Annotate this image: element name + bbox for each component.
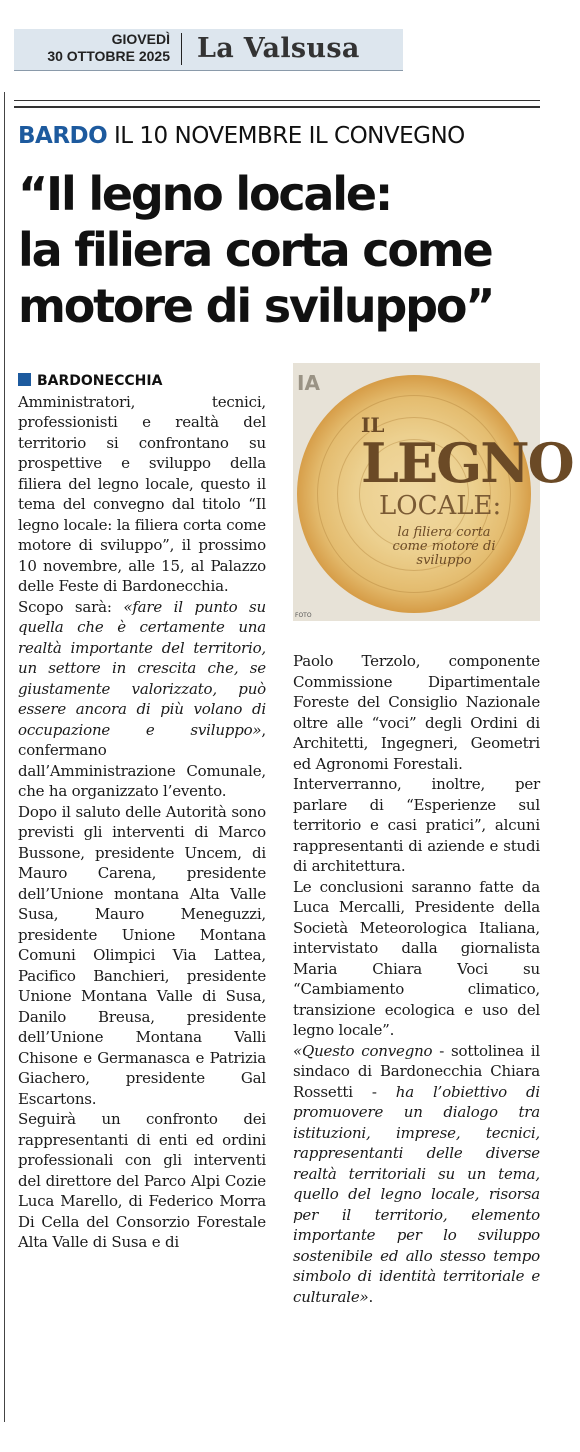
- kicker-text: IL 10 NOVEMBRE IL CONVEGNO: [107, 123, 465, 149]
- section-marker-icon: [18, 373, 31, 386]
- masthead: [14, 29, 403, 71]
- masthead-separator: [181, 33, 182, 65]
- photo-background-text: IA: [297, 371, 320, 395]
- header-rule-thin: [14, 100, 540, 101]
- article-column-2: [293, 651, 540, 1307]
- headline-line-2: la filiera corta come: [18, 223, 492, 277]
- article-column-1: [18, 370, 266, 1253]
- paragraph-4: Seguirà un confronto dei rappresentanti di enti ed ordini professionali con gli interventi del direttore del Parco Alpi Cozie Luca Marello, di Federico Morra Di Cella del Consorzio Forestale Alta Valle di Susa e di: [18, 1110, 266, 1251]
- article-photo: [293, 363, 573, 621]
- header-rule-thick: [14, 106, 540, 108]
- paragraph-2: Scopo sarà: «fare il punto su quella che è certamente una realtà importante del territorio, un settore in crescita che, se giustamente valorizzato, può essere ancora di più volano di occupazione e sviluppo», confermano dall’Amministrazione Comunale, che ha organizzato l’evento.: [18, 597, 266, 800]
- photo-title-locale: LOCALE:: [379, 491, 502, 521]
- paragraph-3: Dopo il saluto delle Autorità sono previsti gli interventi di Marco Bussone, presidente Uncem, di Mauro Carena, presidente dell’Unione montana Alta Valle Susa, Mauro Meneguzzi, presidente Unione Montana Comuni Olimpici Via Lattea, Pacifico Banchieri, presidente Unione Montana Valle di Susa, Danilo Breusa, presidente dell’Unione Montana Valli Chisone e Germanasca e Patrizia Giachero, presidente Gal Escartons.: [18, 802, 266, 1108]
- photo-title-legno: LEGNO: [361, 431, 573, 495]
- article-headline: [18, 166, 548, 334]
- photo-credit: FOTO: [295, 612, 312, 619]
- headline-line-1: “Il legno locale:: [18, 167, 392, 221]
- kicker-place: BARDO: [18, 123, 108, 149]
- paragraph-1-text: Amministratori, tecnici, professionisti e realtà del territorio si confrontano su prospettive e sviluppo della filiera del legno locale, questo il tema del convegno dal titolo “Il legno locale: la filiera corta come motore di sviluppo”, il prossimo 10 novembre, alle 15, al Palazzo delle Feste di Bardonecchia.: [18, 392, 266, 595]
- issue-date-value: 30 OTTOBRE 2025: [47, 48, 170, 64]
- headline-line-3: motore di sviluppo”: [18, 279, 494, 333]
- paragraph-lead: [18, 370, 266, 597]
- photo-title-il: IL: [361, 413, 385, 437]
- newspaper-logo: La Valsusa: [197, 33, 360, 64]
- paragraph-7: Le conclusioni saranno fatte da Luca Mercalli, Presidente della Società Meteorologica Italiana, intervistato dalla giornalista Maria Chiara Voci su “Cambiamento climatico, transizione ecologica e uso del legno locale”.: [293, 877, 540, 1039]
- paragraph-8: «Questo convegno - sottolinea il sindaco di Bardonecchia Chiara Rossetti - ha l’obiettivo di promuovere un dialogo tra istituzioni, imprese, tecnici, rappresentanti delle diverse realtà territoriali su un tema, quello del legno locale, risorsa per il territorio, elemento importante per lo sviluppo sostenibile ed allo stesso tempo simbolo di identità territoriale e culturale».: [293, 1041, 541, 1306]
- lead-place: BARDONECCHIA: [37, 373, 163, 389]
- paragraph-6: Interverranno, inoltre, per parlare di “Esperienze sul territorio e casi pratici”, alcuni rappresentanti di aziende e studi di architettura.: [293, 775, 540, 875]
- quote-mayor-start: «Questo convegno: [293, 1041, 433, 1060]
- photo-subtitle: la filiera corta come motore di sviluppo: [392, 525, 496, 568]
- issue-day: GIOVEDÌ: [111, 31, 170, 47]
- quote-administration: «fare il punto su quella che è certamente una realtà importante del territorio, un settore in crescita che, se giustamente valorizzato, può essere ancora di più volano di occupazione e sviluppo»: [18, 597, 266, 739]
- article-kicker: [18, 120, 465, 152]
- paragraph-5: Paolo Terzolo, componente Commissione Dipartimentale Foreste del Consiglio Nazionale oltre alle “voci” degli Ordini di Architetti, Ingegneri, Geometri ed Agronomi Forestali.: [293, 652, 540, 773]
- issue-date: [14, 31, 170, 65]
- quote-mayor-body: ha l’obiettivo di promuovere un dialogo tra istituzioni, imprese, tecnici, rappresentanti delle diverse realtà territoriali su un tema, quello del legno locale, risorsa per il territorio, elemento importante per lo sviluppo sostenibile ed allo stesso tempo simbolo di identità territoriale e culturale»: [293, 1082, 541, 1306]
- left-margin-line: [4, 92, 5, 1422]
